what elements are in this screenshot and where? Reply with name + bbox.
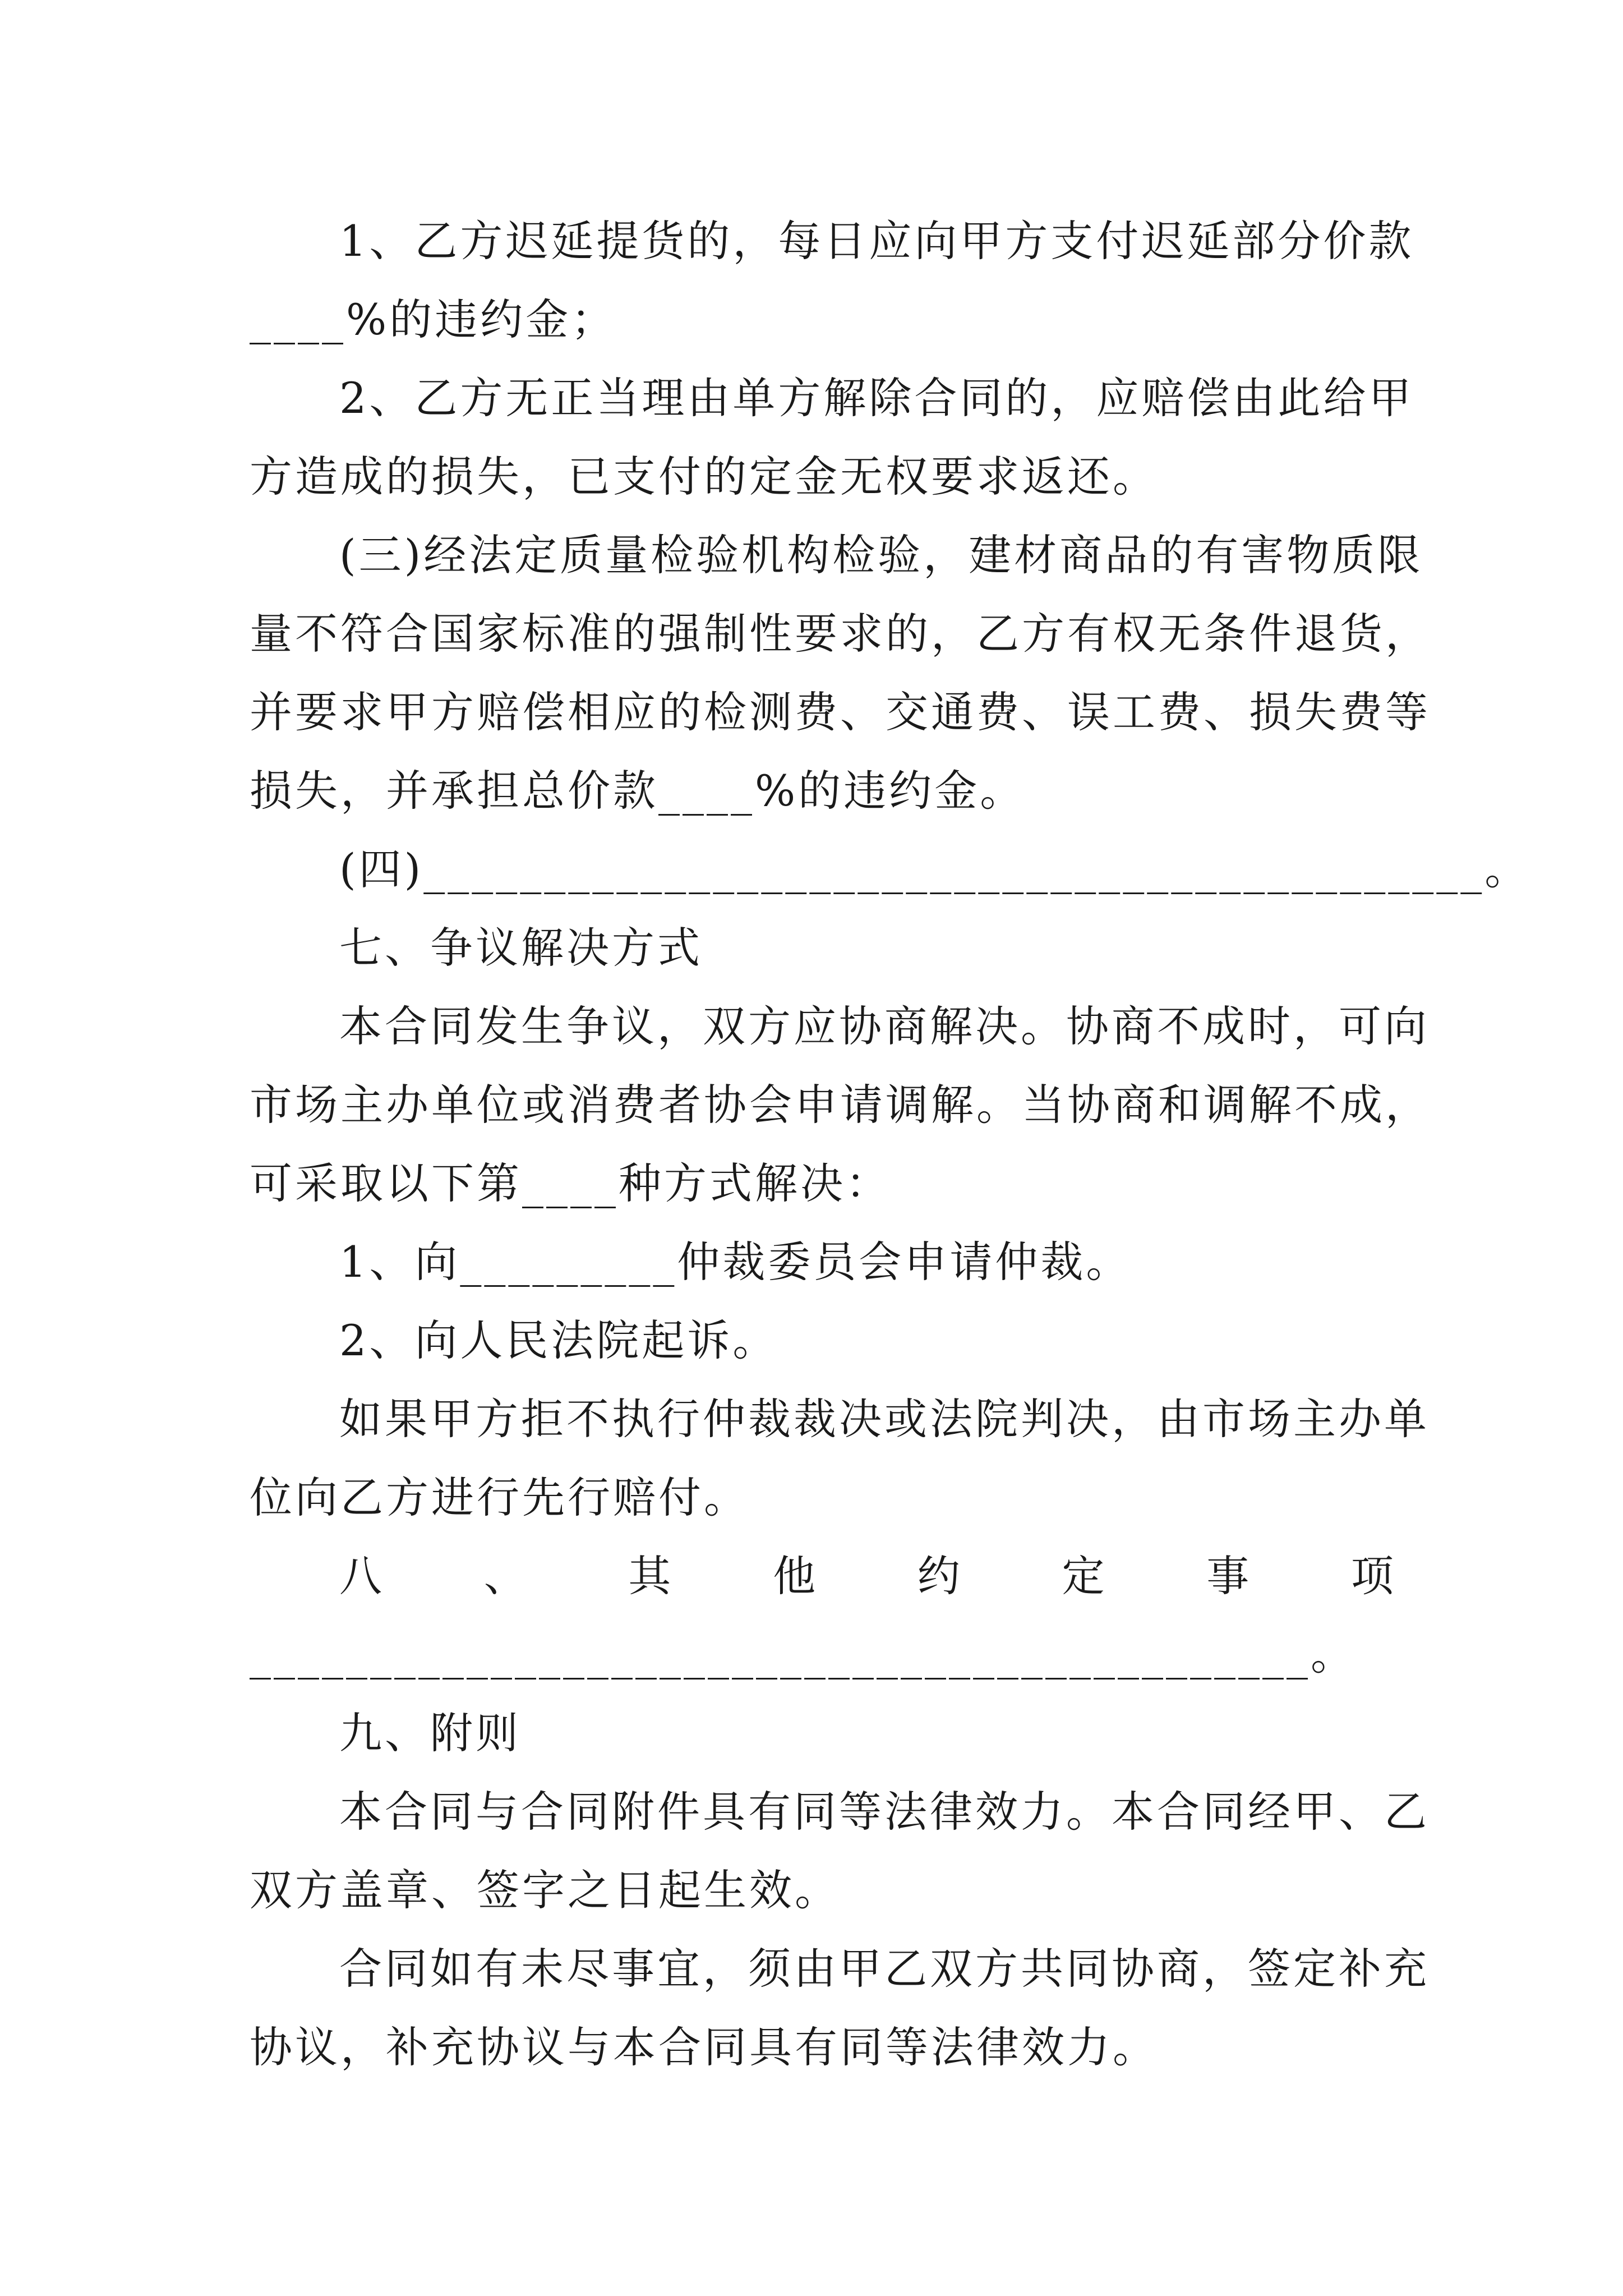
clause-6-4-line: (四)____________________________________________。 [339,844,1530,894]
section-9-para-1-line-2: 双方盖章、签字之日起生效。 [250,1865,840,1915]
section-7-option-1: 1、向_________仲裁委员会申请仲裁。 [339,1237,1132,1287]
clause-6-3-line-2: 量不符合国家标准的强制性要求的，乙方有权无条件退货， [250,609,1431,659]
section-8-char: 其 [628,1551,671,1601]
clause-6-3-line-4: 损失，并承担总价款____%的违约金。 [250,766,1026,816]
section-9-heading: 九、附则 [339,1708,521,1758]
clause-6-2-1-line-2: ____%的违约金； [250,295,617,344]
clause-6-2-2-line-1: 2、乙方无正当理由单方解除合同的，应赔偿由此给甲 [339,373,1414,423]
section-8-char: 他 [773,1551,816,1601]
clause-6-2-2-line-2: 方造成的损失，已支付的定金无权要求返还。 [250,452,1158,501]
section-7-note-line-1: 如果甲方拒不执行仲裁裁决或法院判决，由市场主办单 [339,1394,1430,1444]
section-7-note-line-2: 位向乙方进行先行赔付。 [250,1473,749,1522]
section-7-heading: 七、争议解决方式 [339,923,703,973]
clause-6-3-line-3: 并要求甲方赔偿相应的检测费、交通费、误工费、损失费等 [250,687,1431,737]
section-8-blank-line: ____________________________________________。 [250,1630,1356,1680]
section-7-option-2: 2、向人民法院起诉。 [339,1315,778,1365]
clause-6-2-1-line-1: 1、乙方迟延提货的，每日应向甲方支付迟延部分价款 [339,216,1414,266]
section-8-char: 八 [339,1551,382,1601]
section-8-char: 项 [1350,1551,1394,1601]
section-7-para-line-2: 市场主办单位或消费者协会申请调解。当协商和调解不成， [250,1080,1431,1130]
section-7-para-line-1: 本合同发生争议，双方应协商解决。协商不成时，可向 [339,1001,1430,1051]
section-9-para-1-line-1: 本合同与合同附件具有同等法律效力。本合同经甲、乙 [339,1787,1430,1837]
clause-6-3-line-1: (三)经法定质量检验机构检验，建材商品的有害物质限 [339,530,1423,580]
section-8-char: 定 [1062,1551,1105,1601]
section-8-char: 、 [483,1551,527,1601]
section-8-char: 事 [1206,1551,1249,1601]
section-7-para-line-3: 可采取以下第____种方式解决： [250,1158,891,1208]
section-8-heading [339,1551,1394,1602]
section-9-para-2-line-2: 协议，补充协议与本合同具有同等法律效力。 [250,2022,1158,2072]
section-9-para-2-line-1: 合同如有未尽事宜，须由甲乙双方共同协商，签定补充 [339,1944,1430,1994]
section-8-char: 约 [917,1551,960,1601]
